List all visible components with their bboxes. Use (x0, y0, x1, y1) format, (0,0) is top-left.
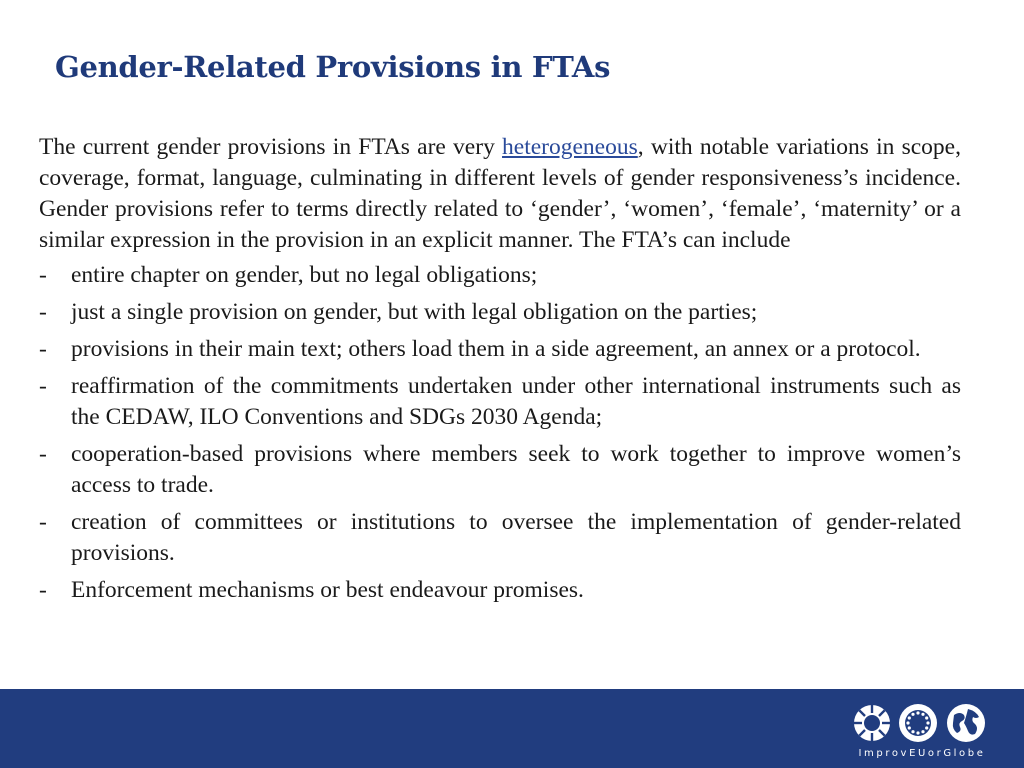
intro-text-end: , with notable variations in scope, coverage, format, language, culminating in different levels of gender responsiveness’s incidence. Gender provisions refer to terms directly related to ‘gender’, ‘women’, ‘female’, ‘maternity’ or a similar expression in the provision in an explicit manner. The FTA’s can include (39, 134, 961, 253)
list-item-text: entire chapter on gender, but no legal obligations; (71, 262, 538, 288)
sunburst-circle-icon (854, 705, 890, 741)
bullet-dash: - (39, 299, 47, 325)
list-item-text: creation of committees or institutions to oversee the implementation of gender-related provisions. (71, 509, 961, 566)
provision-list (39, 260, 961, 606)
list-item (39, 575, 961, 606)
list-item (39, 371, 961, 433)
bullet-dash: - (39, 262, 47, 288)
brand-wordmark: ImprovEUorGlobe (858, 748, 986, 759)
list-item (39, 507, 961, 569)
intro-paragraph (39, 132, 961, 256)
bullet-dash: - (39, 509, 47, 535)
list-item-text: Enforcement mechanisms or best endeavour promises. (71, 577, 584, 603)
list-item-text: reaffirmation of the commitments undertaken under other international instruments such as the CEDAW, ILO Conventions and SDGs 2030 Agenda; (71, 373, 961, 430)
improveuorglobe-logo (852, 701, 992, 761)
page-title: Gender-Related Provisions in FTAs (55, 50, 611, 84)
list-item-text: cooperation-based provisions where members seek to work together to improve women’s access to trade. (71, 441, 961, 498)
bullet-dash: - (39, 336, 47, 362)
heterogeneous-link[interactable]: heterogeneous (502, 134, 638, 160)
intro-text-start: The current gender provisions in FTAs are very (39, 134, 503, 160)
list-item-text: just a single provision on gender, but with legal obligation on the parties; (71, 299, 758, 325)
slide-body (39, 132, 961, 612)
logo-emblem-icon (852, 701, 992, 749)
footer-bar (0, 689, 1024, 768)
list-item-text: provisions in their main text; others load them in a side agreement, an annex or a protocol. (71, 336, 921, 362)
list-item (39, 334, 961, 365)
list-item (39, 260, 961, 291)
globe-icon (947, 704, 985, 742)
bullet-dash: - (39, 441, 47, 467)
bullet-dash: - (39, 373, 47, 399)
list-item (39, 439, 961, 501)
list-item (39, 297, 961, 328)
eu-stars-circle-icon (899, 704, 937, 742)
bullet-dash: - (39, 577, 47, 603)
